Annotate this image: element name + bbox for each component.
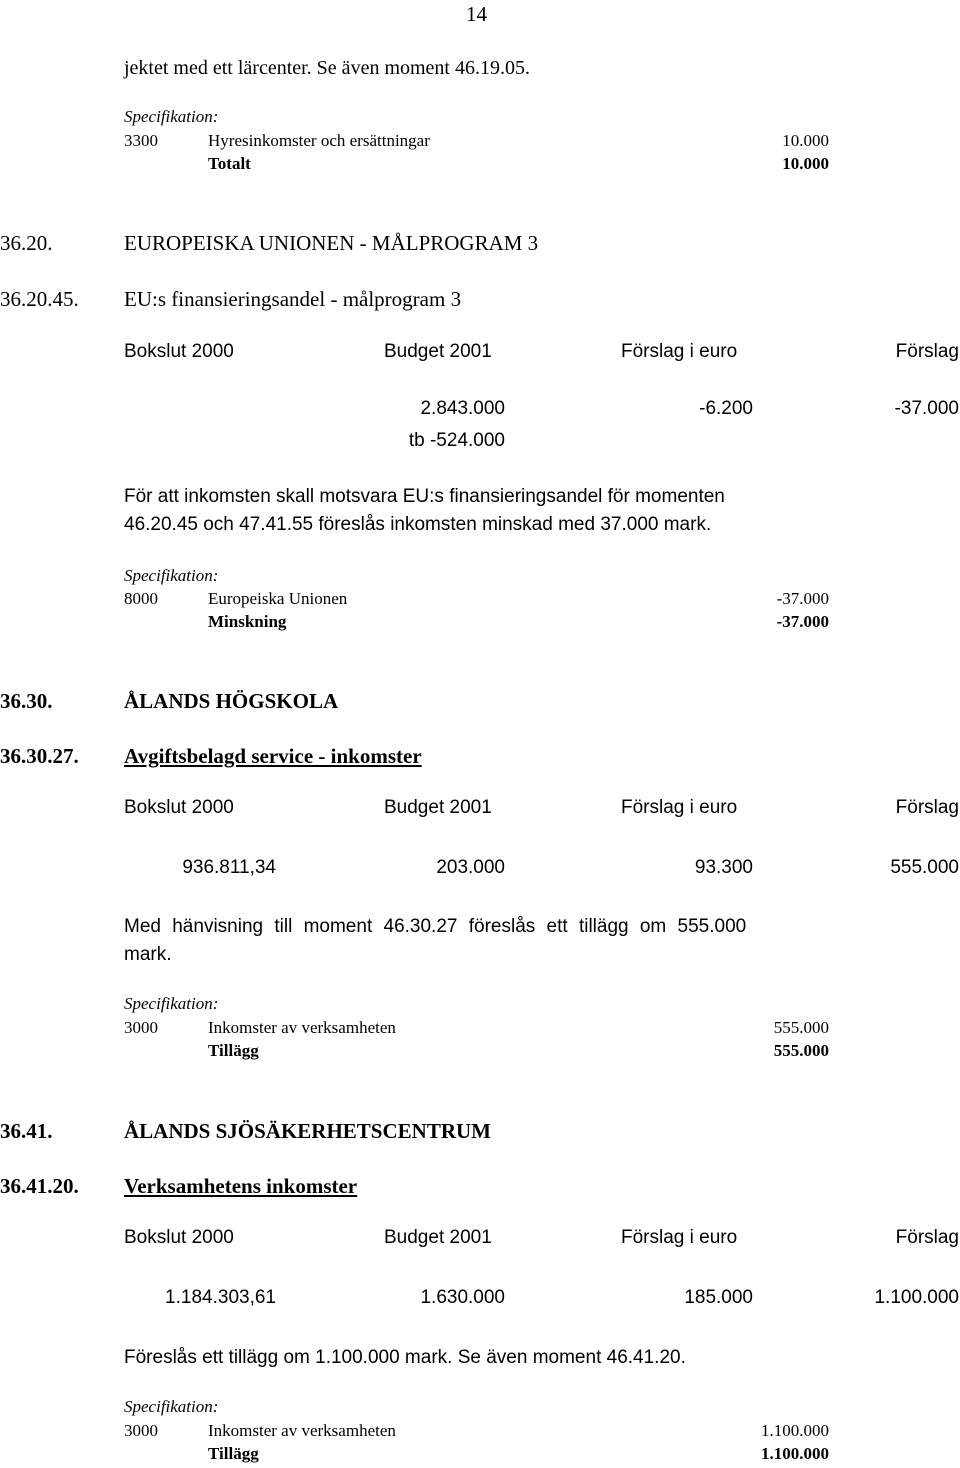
section-title: ÅLANDS SJÖSÄKERHETSCENTRUM [124,1119,491,1143]
value-budget: 2.843.000 [420,398,505,419]
spec-total-label: Tillägg [208,1444,259,1463]
body-text: 46.20.45 och 47.41.55 föreslås inkomsten minskad med 37.000 mark. [124,514,712,535]
spec-label: Specifikation: [124,1397,219,1416]
value-forslag: -37.000 [894,398,959,419]
body-text: Föreslås ett tillägg om 1.100.000 mark. Se även moment 46.41.20. [124,1347,686,1368]
section-number: 36.20. [0,231,53,255]
spec-value: -37.000 [776,589,829,608]
subsection-number: 36.30.27. [0,744,79,768]
col-forslag: Förslag [895,341,959,362]
spec-code: 3300 [124,131,158,150]
subsection-title: Verksamhetens inkomster [124,1174,358,1198]
body-text: mark. [124,944,172,965]
spec-total-value: 10.000 [782,154,829,173]
subsection-number: 36.20.45. [0,287,79,311]
spec-item: Inkomster av verksamheten [208,1018,396,1037]
body-text: Med hänvisning till moment 46.30.27 föreslås ett tillägg om 555.000 [124,916,747,937]
value-euro: 93.300 [694,857,753,878]
value-bokslut: 936.811,34 [182,857,276,878]
spec-total-label: Minskning [208,612,287,631]
value-tb: tb -524.000 [408,430,505,451]
spec-label: Specifikation: [124,994,219,1013]
spec-total-label: Tillägg [208,1041,259,1060]
value-budget: 203.000 [436,857,505,878]
col-forslag: Förslag [895,797,959,818]
subsection-number: 36.41.20. [0,1174,79,1198]
col-budget: Budget 2001 [384,1227,492,1248]
spec-value: 555.000 [773,1018,829,1037]
section-number: 36.30. [0,689,53,713]
value-euro: 185.000 [684,1287,753,1308]
col-forslag-euro: Förslag i euro [621,797,738,818]
spec-code: 8000 [124,589,158,608]
spec-total-value: 1.100.000 [761,1444,829,1463]
spec-value: 10.000 [782,131,829,150]
value-bokslut: 1.184.303,61 [165,1287,276,1308]
spec-item: Hyresinkomster och ersättningar [208,131,430,150]
spec-code: 3000 [124,1421,158,1440]
value-budget: 1.630.000 [420,1287,505,1308]
value-forslag: 555.000 [890,857,959,878]
col-bokslut: Bokslut 2000 [124,1227,234,1248]
body-text: För att inkomsten skall motsvara EU:s finansieringsandel för momenten [124,486,725,507]
spec-total-value: 555.000 [773,1041,829,1060]
col-forslag-euro: Förslag i euro [621,1227,738,1248]
spec-label: Specifikation: [124,107,219,126]
value-forslag: 1.100.000 [874,1287,959,1308]
col-forslag: Förslag [895,1227,959,1248]
col-bokslut: Bokslut 2000 [124,797,234,818]
section-title: ÅLANDS HÖGSKOLA [124,689,339,713]
subsection-title: EU:s finansieringsandel - målprogram 3 [124,287,462,311]
intro-text: jektet med ett lärcenter. Se även moment 46.19.05. [124,57,530,79]
col-forslag-euro: Förslag i euro [621,341,738,362]
value-euro: -6.200 [699,398,753,419]
page-number: 14 [466,2,487,26]
spec-item: Inkomster av verksamheten [208,1421,396,1440]
spec-total-value: -37.000 [776,612,829,631]
col-bokslut: Bokslut 2000 [124,341,234,362]
spec-label: Specifikation: [124,566,219,585]
spec-value: 1.100.000 [761,1421,829,1440]
subsection-title: Avgiftsbelagd service - inkomster [124,744,422,768]
section-number: 36.41. [0,1119,53,1143]
spec-code: 3000 [124,1018,158,1037]
col-budget: Budget 2001 [384,797,492,818]
section-title: EUROPEISKA UNIONEN - MÅLPROGRAM 3 [124,231,539,255]
spec-total-label: Totalt [208,154,251,173]
col-budget: Budget 2001 [384,341,492,362]
spec-item: Europeiska Unionen [208,589,348,608]
